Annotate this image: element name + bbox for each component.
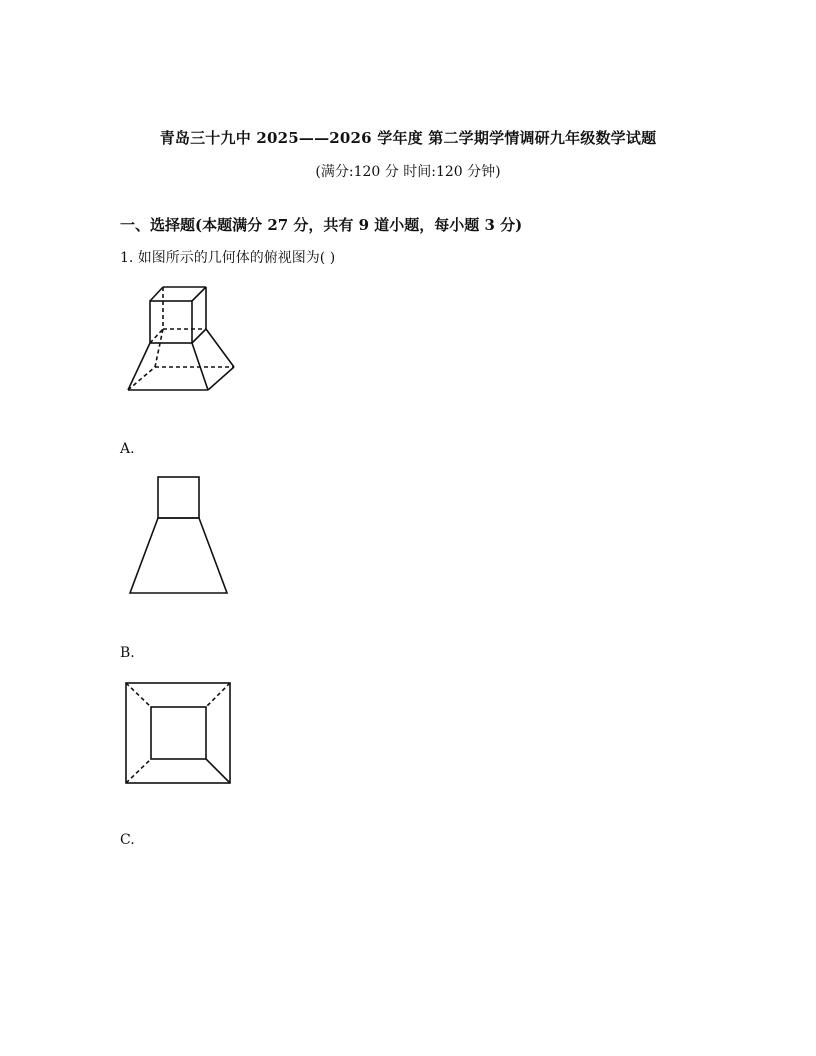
option-a-label: A. [120, 441, 135, 457]
frustum-edge [206, 329, 234, 367]
frustum-hidden-edge [155, 329, 163, 367]
question-1-stem: 1. 如图所示的几何体的俯视图为( ) [120, 250, 336, 266]
section-heading: 一、选择题(本题满分 27 分，共有 9 道小题，每小题 3 分) [120, 216, 523, 234]
frustum-edge [208, 367, 234, 390]
cube-edge [150, 287, 163, 301]
option-b-diagonal-dashed [126, 683, 151, 707]
option-c-label: C. [120, 832, 135, 848]
option-b-diagonal-dashed [206, 683, 230, 707]
frustum-edge [128, 343, 150, 390]
option-b-diagonal-solid [206, 759, 230, 783]
option-b-diagonal-dashed [126, 759, 151, 783]
option-a-square [158, 477, 199, 518]
option-b-label: B. [120, 645, 135, 661]
cube-edge [192, 329, 206, 343]
option-a-trapezoid [130, 518, 227, 593]
cube-edge [192, 287, 206, 301]
exam-subtitle: (满分:120 分 时间:120 分钟) [315, 164, 501, 180]
option-b-inner-square [151, 707, 206, 759]
exam-title: 青岛三十九中 2025——2026 学年度 第二学期学情调研九年级数学试题 [159, 129, 657, 147]
frustum-hidden-edge [128, 367, 155, 390]
